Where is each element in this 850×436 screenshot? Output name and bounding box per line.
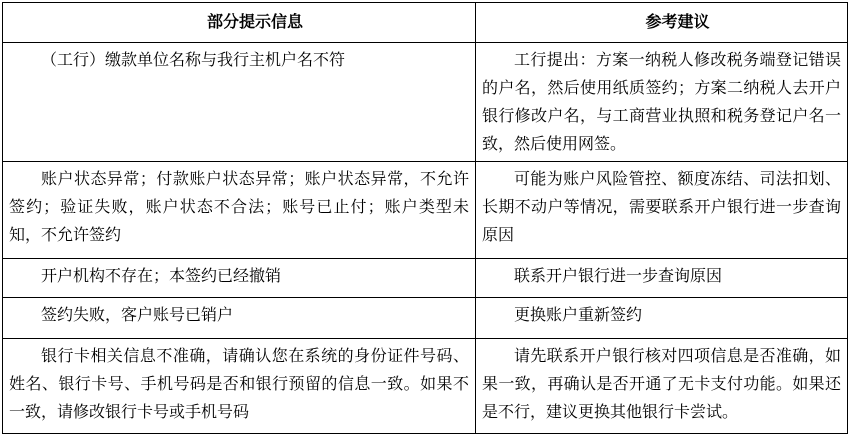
suggestion-cell bbox=[476, 259, 848, 298]
page bbox=[2, 2, 847, 433]
suggestion-text: 联系开户银行进一步查询原因 bbox=[514, 268, 723, 285]
column-header-suggestion: 参考建议 bbox=[476, 3, 848, 43]
table-row bbox=[3, 43, 848, 162]
table-row bbox=[3, 339, 848, 434]
prompt-text: 开户机构不存在；本签约已经撤销 bbox=[41, 268, 282, 285]
table-row bbox=[3, 162, 848, 259]
prompt-text: （工行）缴款单位名称与我行主机户名不符 bbox=[41, 52, 346, 69]
suggestion-cell bbox=[476, 43, 848, 162]
suggestion-text: 更换账户重新签约 bbox=[514, 307, 643, 324]
prompt-text: 账户状态异常；付款账户状态异常；账户状态异常，不允许签约；验证失败，账户状态不合法；账号已止付；账户类型未知，不允许签约 bbox=[9, 171, 469, 244]
table-header-row bbox=[3, 3, 848, 43]
prompt-cell bbox=[3, 298, 476, 339]
suggestion-cell bbox=[476, 162, 848, 259]
suggestion-text: 工行提出：方案一纳税人修改税务端登记错误的户名，然后使用纸质签约；方案二纳税人去开户银行修改户名，与工商营业执照和税务登记户名一致，然后使用网签。 bbox=[482, 52, 841, 153]
suggestion-text: 请先联系开户银行核对四项信息是否准确，如果一致，再确认是否开通了无卡支付功能。如果还是不行，建议更换其他银行卡尝试。 bbox=[482, 348, 841, 421]
suggestion-text: 可能为账户风险管控、额度冻结、司法扣划、长期不动户等情况，需要联系开户银行进一步查询原因 bbox=[482, 171, 841, 244]
prompt-text: 银行卡相关信息不准确，请确认您在系统的身份证件号码、姓名、银行卡号、手机号码是否和银行预留的信息一致。如果不一致，请修改银行卡号或手机号码 bbox=[9, 348, 469, 421]
table-row bbox=[3, 259, 848, 298]
prompt-cell bbox=[3, 43, 476, 162]
suggestion-cell bbox=[476, 298, 848, 339]
table-row bbox=[3, 298, 848, 339]
prompt-cell bbox=[3, 339, 476, 434]
column-header-prompt: 部分提示信息 bbox=[3, 3, 476, 43]
prompt-suggestion-table bbox=[2, 2, 848, 434]
suggestion-cell bbox=[476, 339, 848, 434]
prompt-cell bbox=[3, 259, 476, 298]
prompt-cell bbox=[3, 162, 476, 259]
prompt-text: 签约失败，客户账号已销户 bbox=[41, 307, 234, 324]
